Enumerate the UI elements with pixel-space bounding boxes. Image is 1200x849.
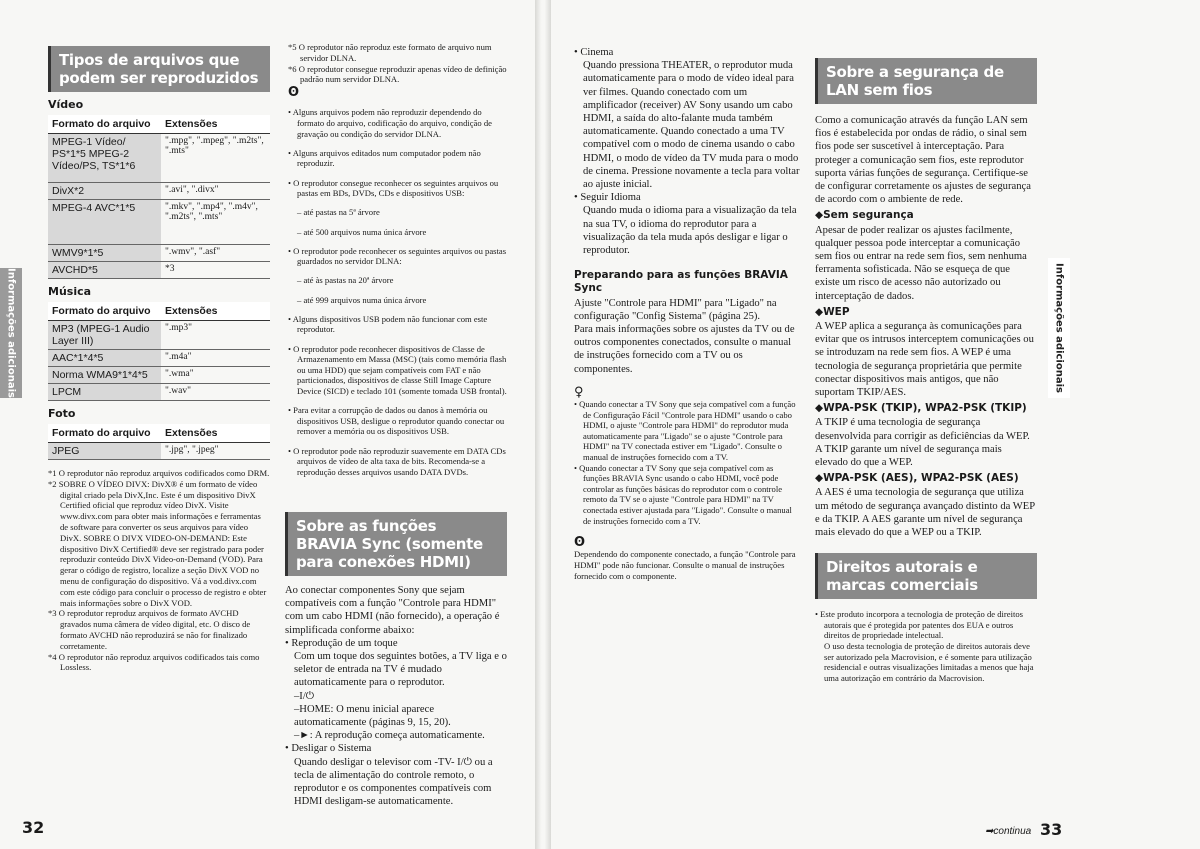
col-format-header: Formato do arquivo <box>48 302 161 321</box>
prep-heading: Preparando para as funções BRAVIA Sync <box>574 269 788 295</box>
notes-list <box>288 107 508 477</box>
table-row: JPEG ".jpg", ".jpeg" <box>48 443 270 460</box>
footnote: *6 O reprodutor consegue reproduzir apenas vídeo de definição padrão num servidor DLNA. <box>288 63 507 85</box>
list-item: – até às pastas na 20ª árvore <box>297 275 394 286</box>
col-ext-header: Extensões <box>161 302 270 321</box>
footnote: *4 O reprodutor não reproduz arquivos codificados tais como Lossless. <box>48 651 260 673</box>
table-row: Norma WMA9*1*4*5 ".wma" <box>48 367 270 384</box>
note-icon: ʘ <box>288 85 300 101</box>
table-row: LPCM ".wav" <box>48 384 270 401</box>
otp-power: –I/⏻ <box>294 690 315 702</box>
tips-list <box>574 399 802 526</box>
list-item: • O reprodutor consegue reconhecer os seguintes arquivos ou pastas em BDs, DVDs, CDs e dispositivos USB: <box>288 177 499 199</box>
video-label: Vídeo <box>48 98 84 111</box>
footnote: *3 O reprodutor reproduz arquivos de formato AVCHD gravados numa câmera de vídeo digital, etc. O disco de formato AVCHD não reproduzirá se não for finalizado corretamente. <box>48 608 251 651</box>
section-title-copyright: Direitos autorais e marcas comerciais <box>815 553 1037 599</box>
otp-home: –HOME: O menu inicial aparece automaticamente (páginas 9, 15, 20). <box>294 703 451 729</box>
sec-text: A WEP aplica a segurança às comunicações para evitar que os intrusos interceptem comunicações ou se introduzam na rede sem fios. A WEP é uma tecnologia de segurança proprietária que permite conectar dispositivos mais antigos, que não suportam TKIP/AES. <box>815 321 1034 399</box>
sec-heading: ◆WPA-PSK (TKIP), WPA2-PSK (TKIP) <box>815 402 1027 415</box>
table-row: DivX*2 ".avi", ".divx" <box>48 183 270 200</box>
left-column <box>48 46 270 673</box>
lang-text: Quando muda o idioma para a visualização da tela na sua TV, o idioma do reprodutor para a visualização da tela muda após desligar e ligar o reprodutor. <box>583 205 797 257</box>
video-table <box>48 115 270 279</box>
sys-text: Quando desligar o televisor com -TV- I/⏻ ou a tecla de alimentação do controle remoto, o reprodutor e os componentes compatíveis com HDMI desligam-se automaticamente. <box>294 756 493 808</box>
list-item: • Quando conectar a TV Sony que seja compatível com as funções BRAVIA Sync usando o cabo HDMI, você pode controlar as funções básicas do reprodutor com o controle remoto da TV se o ajuste "Controle para HDMI" na TV conectada estiver ajustada para "Ligado". Consulte o manual de instruções fornecido com a TV. <box>574 462 792 526</box>
section-title-lan: Sobre a segurança de LAN sem fios <box>815 58 1037 104</box>
side-tab-left: Informações adicionais <box>0 268 22 398</box>
prep-text: Para mais informações sobre os ajustes da TV ou de outros componentes conectados, consulte o manual de instruções fornecido com a TV ou os componentes. <box>574 324 795 375</box>
bravia-section <box>285 512 507 808</box>
tip-icon: ♀ <box>574 384 584 400</box>
sec-heading: ◆WPA-PSK (AES), WPA2-PSK (AES) <box>815 472 1019 485</box>
bravia-intro: Ao conectar componentes Sony que sejam compatíveis com a função "Controle para HDMI" com um cabo HDMI (não fornecido), a operação é simplificada conforme abaixo: <box>285 585 500 636</box>
list-item: O uso desta tecnologia de proteção de direitos autorais deve ser autorizado pela Macrovision, e é somente para utilização residencial e outras visualizações limitadas a menos que haja uma autorização em contrário da Macrovision. <box>824 641 1034 683</box>
section-title-file-types: Tipos de arquivos que podem ser reproduzidos <box>48 46 270 92</box>
otp-play: –►: A reprodução começa automaticamente. <box>294 730 485 742</box>
right-column-1 <box>574 46 802 581</box>
list-item: – até 999 arquivos numa única árvore <box>297 294 427 305</box>
table-row: WMV9*1*5 ".wmv", ".asf" <box>48 245 270 262</box>
list-item: • Alguns arquivos podem não reproduzir dependendo do formato do arquivo, codificação do arquivo, condição de gravação ou condição do servidor DLNA. <box>288 107 492 139</box>
sec-heading: ◆Sem segurança <box>815 209 914 222</box>
list-item: • Seguir Idioma <box>574 192 641 204</box>
cinema-text: Quando pressiona THEATER, o reprodutor muda automaticamente para o modo de vídeo ideal para ver filmes. Quando conectado com um amplificador (receiver) AV Sony usando um cabo HDMI, a saída do alto-falante muda também automaticamente. Quando conectado a uma TV compatível com o modo de cinema usando o cabo HDMI, o modo de vídeo da TV muda para o modo de cinema. Pressione novamente a tecla para voltar ao ajuste inicial. <box>583 60 800 191</box>
side-tab-right: Informações adicionais <box>1048 258 1070 398</box>
music-label: Música <box>48 285 92 298</box>
page-number-left: 32 <box>22 818 45 837</box>
middle-column <box>288 42 508 486</box>
continua-label: ➡continua <box>985 826 1032 837</box>
lan-intro: Como a comunicação através da função LAN sem fios é estabelecida por ondas de rádio, o sinal sem fios pode ser suscetível à interceptação. Para proteger a comunicação sem fios, este reprodutor suporta várias funções de segurança. Certifique-se de configurar corretamente os ajustes de segurança de acordo com o ambiente de rede. <box>815 115 1031 206</box>
col-ext-header: Extensões <box>161 424 270 443</box>
footnote: *5 O reprodutor não reproduz este formato de arquivo num servidor DLNA. <box>288 42 492 63</box>
photo-label: Foto <box>48 407 76 420</box>
section-title-bravia: Sobre as funções BRAVIA Sync (somente para conexões HDMI) <box>285 512 507 576</box>
list-item: • Reprodução de um toque <box>285 637 398 649</box>
table-row: AAC*1*4*5 ".m4a" <box>48 350 270 367</box>
page-number-right: 33 <box>1040 820 1063 839</box>
col-ext-header: Extensões <box>161 115 270 134</box>
list-item: • Alguns arquivos editados num computador podem não reproduzir. <box>288 147 481 169</box>
sec-text: Apesar de poder realizar os ajustes facilmente, qualquer pessoa pode interceptar a comunicação sem fios ou entrar na rede sem fios, sem nenhuma ferramenta sofisticada. Não se esqueça de que existe um risco de acesso não autorizado ou interceptação de dados. <box>815 224 1027 302</box>
copyright-text <box>815 609 1037 683</box>
list-item: • Alguns dispositivos USB podem não funcionar com este reprodutor. <box>288 313 488 335</box>
sec-heading: ◆WEP <box>815 305 850 318</box>
table-row: MPEG-4 AVC*1*5 ".mkv", ".mp4", ".m4v", ".m2ts", ".mts" <box>48 200 270 245</box>
footnote: *1 O reprodutor não reproduz arquivos codificados como DRM. <box>48 468 270 478</box>
list-item: • Para evitar a corrupção de dados ou danos à memória ou dispositivos USB, desligue o reprodutor quando conectar ou remover a memória ou os dispositivos USB. <box>288 405 505 437</box>
list-item: • O reprodutor pode reconhecer dispositivos de Classe de Armazenamento em Massa (MSC) (tais como memória flash ou uma HDD) que sejam compatíveis com FAT e não particionados, dispositivos de classe Still Image Capture Device (SICD) e teclado 101 (somente tomada USB frontal). <box>288 343 507 396</box>
list-item: • Cinema <box>574 47 614 58</box>
col-format-header: Formato do arquivo <box>48 115 161 134</box>
gutter <box>535 0 551 849</box>
sec-text: A TKIP é uma tecnologia de segurança desenvolvida para corrigir as deficiências da WEP. A TKIP garante um nível de segurança mais elevado do que a WEP. <box>815 417 1030 469</box>
photo-table <box>48 424 270 460</box>
list-item: – até pastas na 5ª árvore <box>297 207 380 218</box>
note-icon: ʘ <box>574 535 586 551</box>
prep-text: Ajuste "Controle para HDMI" para "Ligado" na configuração "Config Sistema" (página 25). <box>574 297 777 322</box>
table-row: MP3 (MPEG-1 Audio Layer III) ".mp3" <box>48 321 270 350</box>
list-item: • O reprodutor pode reconhecer os seguintes arquivos ou pastas guardados no servidor DLNA: <box>288 245 507 267</box>
right-column-2 <box>815 58 1037 683</box>
list-item: – até 500 arquivos numa única árvore <box>297 226 427 237</box>
music-table <box>48 302 270 401</box>
list-item: • O reprodutor pode não reproduzir suavemente em DATA CDs arquivos de vídeo de alta taxa de bits. Recomenda-se a reprodução desses arquivos usando DATA DVDs. <box>288 445 506 477</box>
otp-text: Com um toque dos seguintes botões, a TV liga e o seletor de entrada na TV é mudado automaticamente para o reprodutor. <box>294 651 507 689</box>
list-item: • Quando conectar a TV Sony que seja compatível com a função de Configuração Fácil "Controle para HDMI" usando o cabo HDMI, o ajuste "Controle para HDMI" do reprodutor muda automaticamente para "Ligado" se o ajuste "Controle para HDMI" na TV conectada estiver em "Ligado". Consulte o manual de instruções fornecido com a TV. <box>574 399 796 463</box>
sec-text: A AES é uma tecnologia de segurança que utiliza um método de segurança avançado distinto da WEP e da TKIP. A AES garante um nível de segurança mais elevado do que a WEP ou a TKIP. <box>815 487 1035 539</box>
footnotes <box>48 468 270 673</box>
note-text: Dependendo do componente conectado, a função "Controle para HDMI" pode não funcionar. Consulte o manual de instruções fornecido com o componente. <box>574 549 796 581</box>
list-item: • Este produto incorpora a tecnologia de proteção de direitos autorais que é protegida por patentes dos EUA e outros direitos de propriedade intelectual. <box>815 609 1024 641</box>
table-row: MPEG-1 Vídeo/ PS*1*5 MPEG-2 Vídeo/PS, TS*1*6 ".mpg", ".mpeg", ".m2ts", ".mts" <box>48 134 270 183</box>
table-row: AVCHD*5 *3 <box>48 262 270 279</box>
footnote: *2 SOBRE O VÍDEO DIVX: DivX® é um formato de vídeo digital criado pela DivX,Inc. Este é um dispositivo DivX Certified oficial que reproduz vídeo DivX. Visite www.divx.com para obter mais informações e ferramentas de software para converter os seus arquivos para vídeo DivX. SOBRE O DIVX VIDEO-ON-DEMAND: Este dispositivo DivX Certified® deve ser registrado para poder reproduzir conteúdo DivX Video-on-Demand (VOD). Para gerar o código de registro, localize a seção DivX VOD no menu de configuração do dispositivo. Vá a vod.divx.com com este código para concluir o processo de registro e obter mais informações sobre o DivX VOD. <box>48 478 267 608</box>
col-format-header: Formato do arquivo <box>48 424 161 443</box>
list-item: • Desligar o Sistema <box>285 743 372 755</box>
